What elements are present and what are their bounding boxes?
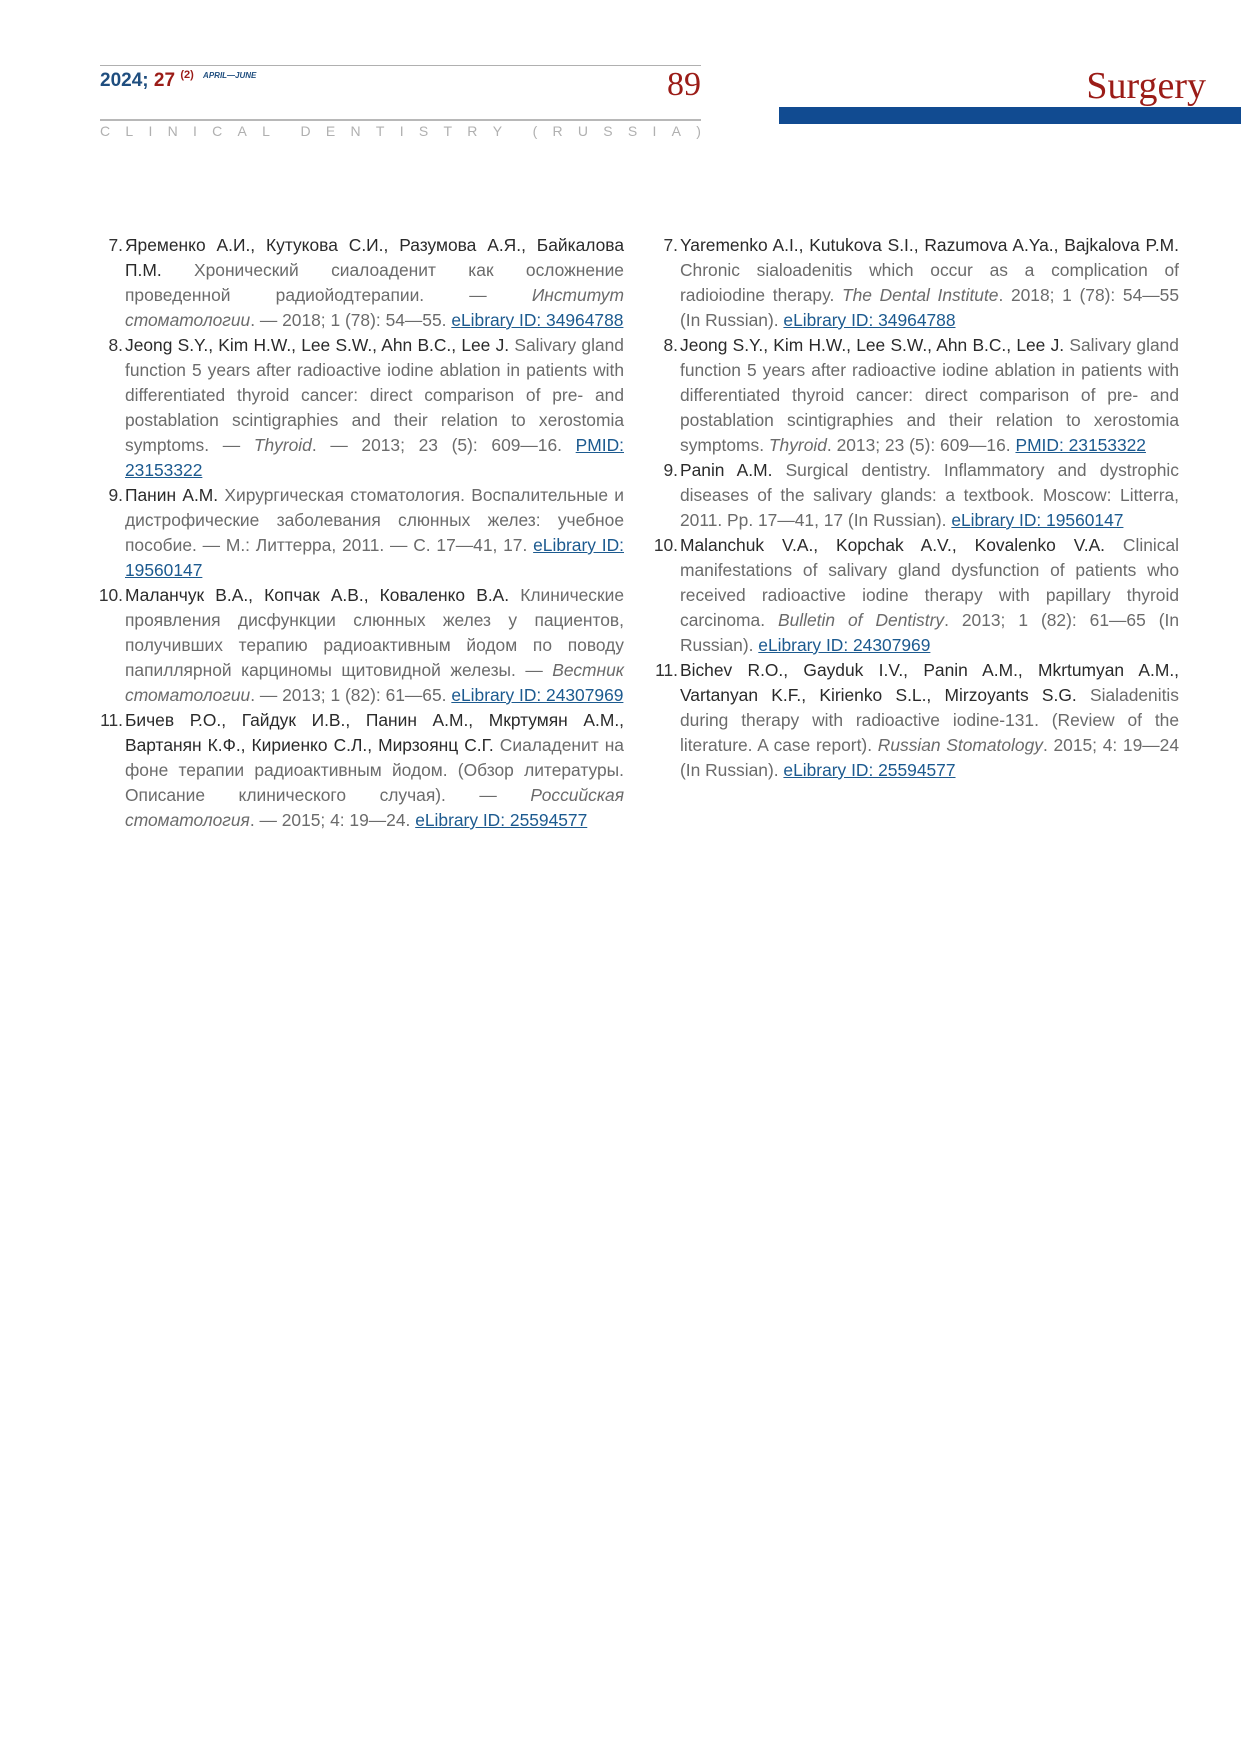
reference-link[interactable]: eLibrary ID: 25594577	[783, 760, 956, 780]
header-rule	[100, 119, 701, 121]
journal-letter: U	[577, 123, 589, 139]
reference-number: 9.	[108, 485, 123, 505]
reference-authors: Панин А.М.	[125, 485, 219, 505]
reference-details: . 2015; 4: 19—24 (In Russian).	[680, 735, 1179, 780]
reference-title: Clinical manifestations of salivary gland dysfunction of patients who received radioactive iodine therapy with papillary thyroid carcinoma.	[680, 535, 1179, 630]
section-bar	[779, 107, 1241, 124]
journal-letter: I	[148, 123, 153, 139]
reference-item	[100, 233, 624, 333]
reference-journal: Институт стоматологии	[125, 285, 624, 330]
section-title: Surgery	[1086, 65, 1206, 107]
reference-link[interactable]: PMID: 23153322	[1015, 435, 1146, 455]
reference-details: . — 2018; 1 (78): 54—55.	[250, 310, 447, 330]
reference-number: 9.	[663, 460, 678, 480]
journal-letter: L	[125, 123, 134, 139]
issue-info	[100, 70, 256, 92]
journal-letter: I	[652, 123, 657, 139]
reference-authors: Jeong S.Y., Kim H.W., Lee S.W., Ahn B.C., Lee J.	[680, 335, 1065, 355]
reference-link[interactable]: eLibrary ID: 34964788	[783, 310, 956, 330]
references-russian	[100, 233, 624, 833]
reference-journal: Bulletin of Dentistry	[778, 610, 945, 630]
reference-details: . 2013; 1 (82): 61—65 (In Russian).	[680, 610, 1179, 655]
journal-letter: )	[696, 123, 701, 139]
journal-letter: (	[532, 123, 538, 139]
reference-number: 8.	[108, 335, 123, 355]
reference-title: Клинические проявления дисфункции слюнных желез у пациентов, получивших терапию радиоактивным йодом по поводу папиллярной карциномы щитовидной железы. —	[125, 585, 624, 680]
reference-authors: Malanchuk V.A., Kopchak A.V., Kovalenko V.A.	[680, 535, 1106, 555]
issue-number: (2)	[180, 69, 194, 81]
reference-title: Surgical dentistry. Inflammatory and dystrophic diseases of the salivary glands: a textbook. Moscow: Litterra, 2011. Pp. 17—41, 17 (In Russian).	[680, 460, 1179, 530]
reference-details: . — 2013; 1 (82): 61—65.	[250, 685, 447, 705]
reference-number: 8.	[663, 335, 678, 355]
reference-journal: Thyroid	[768, 435, 827, 455]
reference-item	[655, 233, 1179, 333]
journal-letter: N	[350, 123, 361, 139]
reference-journal: The Dental Institute	[841, 285, 999, 305]
reference-authors: Panin A.M.	[680, 460, 773, 480]
issue-volume: 27	[153, 70, 176, 91]
reference-authors: Маланчук В.А., Копчак А.В., Коваленко В.А.	[125, 585, 510, 605]
reference-authors: Бичев Р.О., Гайдук И.В., Панин А.М., Мкртумян А.М., Вартанян К.Ф., Кириенко С.Л., Мирзоянц С.Г.	[125, 710, 624, 755]
reference-item	[655, 658, 1179, 783]
journal-letter: C	[100, 123, 111, 139]
reference-link[interactable]: eLibrary ID: 25594577	[415, 810, 588, 830]
journal-letter: L	[262, 123, 270, 139]
reference-number: 10.	[98, 585, 123, 605]
reference-title: Хирургическая стоматология. Воспалительные и дистрофические заболевания слюнных желез: учебное пособие. — М.: Литтерра, 2011. — С. 17—41, 17.	[125, 485, 624, 555]
reference-number: 7.	[108, 235, 123, 255]
references-english	[655, 233, 1179, 783]
reference-item	[100, 708, 624, 833]
journal-letter: D	[300, 123, 311, 139]
reference-number: 11.	[655, 660, 678, 680]
journal-letter: T	[443, 123, 453, 139]
reference-journal: Thyroid	[253, 435, 312, 455]
reference-link[interactable]: PMID: 23153322	[125, 435, 624, 480]
reference-item	[100, 583, 624, 708]
reference-item	[100, 483, 624, 583]
reference-authors: Яременко А.И., Кутукова С.И., Разумова А.Я., Байкалова П.М.	[125, 235, 624, 280]
issue-year: 2024;	[100, 70, 149, 91]
issue-months: APRIL—JUNE	[203, 71, 257, 80]
reference-link[interactable]: eLibrary ID: 34964788	[451, 310, 624, 330]
reference-authors: Yaremenko A.I., Kutukova S.I., Razumova A.Ya., Bajkalova P.M.	[680, 235, 1179, 255]
journal-letter: R	[467, 123, 478, 139]
reference-title: Хронический сиалоаденит как осложнение проведенной радиойодтерапии. —	[125, 260, 624, 305]
reference-item	[655, 533, 1179, 658]
reference-title: Сиаладенит на фоне терапии радиоактивным йодом. (Обзор литературы. Описание клинического случая). —	[125, 735, 624, 805]
journal-letter: C	[212, 123, 223, 139]
journal-letter: A	[671, 123, 681, 139]
journal-letter: R	[552, 123, 563, 139]
reference-details: . — 2013; 23 (5): 609—16.	[311, 435, 562, 455]
journal-letter: A	[237, 123, 247, 139]
reference-link[interactable]: eLibrary ID: 19560147	[951, 510, 1124, 530]
reference-number: 7.	[663, 235, 678, 255]
journal-letter: S	[603, 123, 613, 139]
reference-authors: Bichev R.O., Gayduk I.V., Panin A.M., Mkrtumyan A.M., Vartanyan K.F., Kirienko S.L., Mirzoyants S.G.	[680, 660, 1179, 705]
reference-journal: Российская стоматология	[125, 785, 624, 830]
journal-letter: S	[418, 123, 429, 139]
reference-journal: Russian Stomatology	[877, 735, 1043, 755]
reference-link[interactable]: eLibrary ID: 19560147	[125, 535, 624, 580]
reference-journal: Вестник стоматологии	[125, 660, 624, 705]
journal-letter: T	[375, 123, 385, 139]
reference-details: . — 2015; 4: 19—24.	[249, 810, 411, 830]
reference-title: Sialadenitis during therapy with radioactive iodine-131. (Review of the literature. A case report).	[680, 685, 1179, 755]
reference-item	[100, 333, 624, 483]
reference-link[interactable]: eLibrary ID: 24307969	[758, 635, 931, 655]
journal-name	[100, 123, 701, 139]
journal-letter: Y	[492, 123, 503, 139]
reference-authors: Jeong S.Y., Kim H.W., Lee S.W., Ahn B.C., Lee J.	[125, 335, 510, 355]
journal-letter: N	[167, 123, 178, 139]
reference-details: . 2018; 1 (78): 54—55 (In Russian).	[680, 285, 1179, 330]
reference-link[interactable]: eLibrary ID: 24307969	[451, 685, 624, 705]
journal-letter: I	[399, 123, 404, 139]
header-top-rule	[100, 65, 701, 66]
reference-details: . 2013; 23 (5): 609—16.	[826, 435, 1011, 455]
reference-title: Salivary gland function 5 years after radioactive iodine ablation in patients with differentiated thyroid cancer: direct comparison of pre- and postablation scintigraphies and their relation to xerostomia symptoms. —	[125, 335, 624, 455]
journal-letter: I	[193, 123, 197, 139]
reference-number: 11.	[100, 710, 123, 730]
reference-title: Chronic sialoadenitis which occur as a complication of radioiodine therapy.	[680, 260, 1179, 305]
reference-number: 10.	[653, 535, 678, 555]
reference-title: Salivary gland function 5 years after radioactive iodine ablation in patients with differentiated thyroid cancer: direct comparison of pre- and postablation scintigraphies and their relation to xerostomia symptoms.	[680, 335, 1179, 455]
reference-item	[655, 333, 1179, 458]
journal-letter: E	[325, 123, 336, 139]
reference-item	[655, 458, 1179, 533]
journal-letter: S	[627, 123, 638, 139]
page-number: 89	[667, 66, 701, 103]
